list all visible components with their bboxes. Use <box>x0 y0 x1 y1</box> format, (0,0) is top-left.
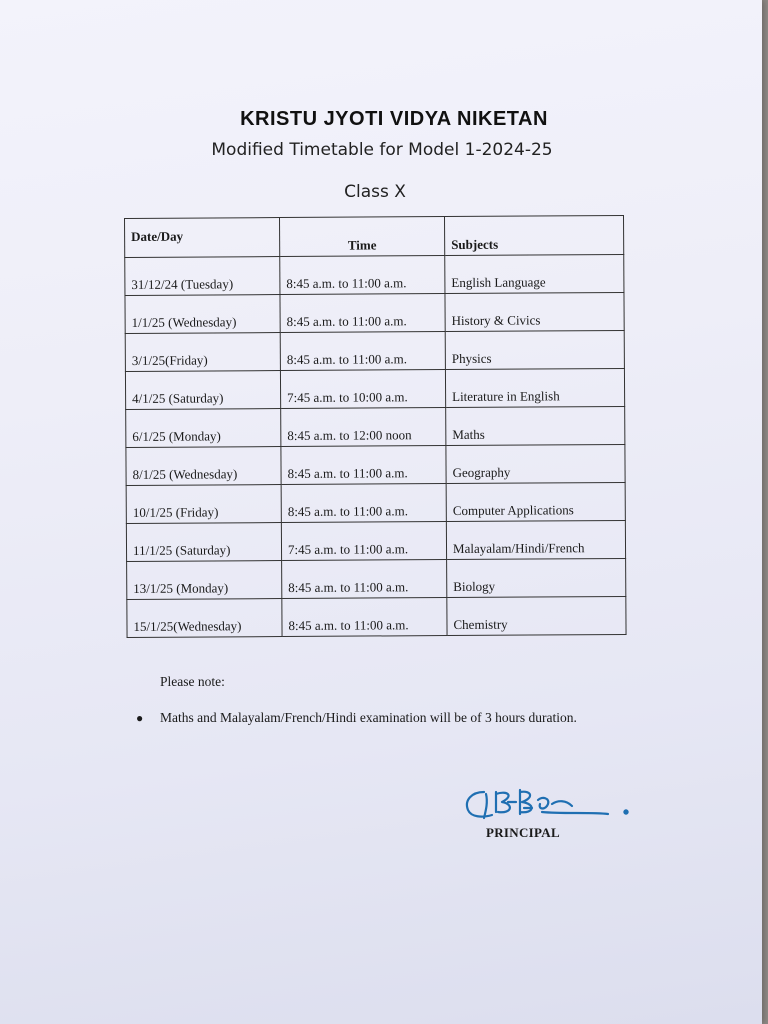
subject-cell: Geography <box>446 444 625 483</box>
date-cell: 3/1/25(Friday) <box>125 333 280 372</box>
date-cell: 10/1/25 (Friday) <box>126 485 281 524</box>
column-header-subjects: Subjects <box>444 215 623 255</box>
subject-cell: History & Civics <box>445 292 624 331</box>
note-item <box>136 710 577 726</box>
column-header-time: Time <box>280 217 445 257</box>
time-cell: 8:45 a.m. to 11:00 a.m. <box>281 484 446 523</box>
subject-cell: Computer Applications <box>446 482 625 521</box>
subject-cell: Chemistry <box>447 596 626 635</box>
time-cell: 8:45 a.m. to 11:00 a.m. <box>281 446 446 485</box>
table-row <box>125 368 624 409</box>
table-row <box>125 330 624 371</box>
date-cell: 8/1/25 (Wednesday) <box>126 447 281 486</box>
date-cell: 11/1/25 (Saturday) <box>126 523 281 562</box>
subject-cell: Physics <box>445 330 624 369</box>
note-title: Please note: <box>160 674 225 689</box>
subject-cell: English Language <box>445 254 624 293</box>
table-row <box>127 558 626 599</box>
note-text: Maths and Malayalam/French/Hindi examination will be of 3 hours duration. <box>160 710 577 725</box>
table-row <box>127 596 626 637</box>
time-cell: 8:45 a.m. to 11:00 a.m. <box>282 598 447 637</box>
table-row <box>126 520 625 561</box>
time-cell: 8:45 a.m. to 12:00 noon <box>281 408 446 447</box>
date-cell: 1/1/25 (Wednesday) <box>125 295 280 334</box>
table-row <box>126 482 625 523</box>
date-cell: 6/1/25 (Monday) <box>126 409 281 448</box>
date-cell: 15/1/25(Wednesday) <box>127 599 282 638</box>
timetable-table <box>124 215 627 638</box>
subject-cell: Maths <box>446 406 625 445</box>
date-cell: 4/1/25 (Saturday) <box>125 371 280 410</box>
column-header-date: Date/Day <box>125 218 280 258</box>
time-cell: 7:45 a.m. to 10:00 a.m. <box>280 370 445 409</box>
bullet-icon: ● <box>136 711 144 725</box>
principal-title: PRINCIPAL <box>486 825 560 840</box>
subject-cell: Literature in English <box>445 368 624 407</box>
school-name: KRISTU JYOTI VIDYA NIKETAN <box>240 108 548 130</box>
subject-cell: Malayalam/Hindi/French <box>446 520 625 559</box>
table-row <box>126 406 625 447</box>
time-cell: 8:45 a.m. to 11:00 a.m. <box>280 256 445 295</box>
table-row <box>125 292 624 333</box>
subject-cell: Biology <box>447 558 626 597</box>
principal-signature <box>462 782 632 826</box>
time-cell: 8:45 a.m. to 11:00 a.m. <box>282 560 447 599</box>
time-cell: 8:45 a.m. to 11:00 a.m. <box>280 332 445 371</box>
date-cell: 31/12/24 (Tuesday) <box>125 257 280 296</box>
time-cell: 8:45 a.m. to 11:00 a.m. <box>280 294 445 333</box>
timetable-subtitle: Modified Timetable for Model 1-2024-25 <box>211 140 553 160</box>
table-header-row <box>125 215 624 257</box>
class-name: Class X <box>344 182 406 202</box>
time-cell: 7:45 a.m. to 11:00 a.m. <box>281 522 446 561</box>
date-cell: 13/1/25 (Monday) <box>127 561 282 600</box>
table-row <box>126 444 625 485</box>
table-row <box>125 254 624 295</box>
